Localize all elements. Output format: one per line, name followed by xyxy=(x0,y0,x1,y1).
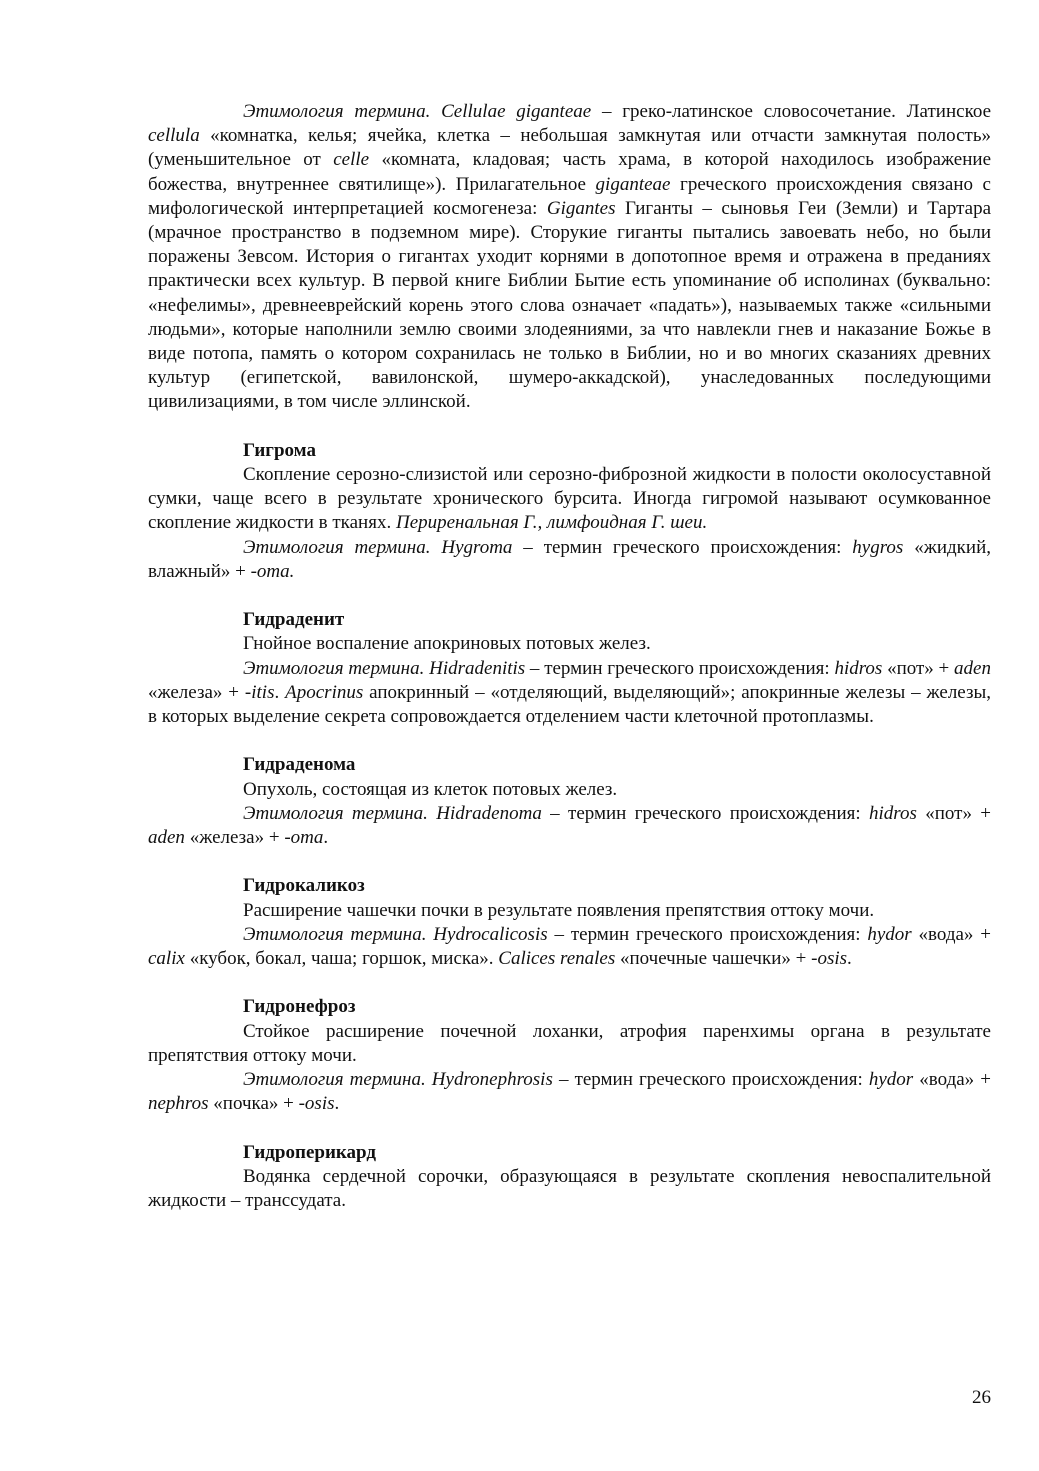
italic-text: Apocrinus xyxy=(285,681,364,703)
text-run: Стойкое расширение почечной лоханки, атрофия паренхимы органа в результате препятствия оттоку мочи. xyxy=(148,1020,991,1066)
paragraph xyxy=(148,632,991,656)
italic-text: giganteae xyxy=(595,173,671,195)
paragraph xyxy=(148,100,991,415)
text-run: Скопление серозно-слизистой или серозно-фиброзной жидкости в полости околосуставной сумки, чаще всего в результате хронического бурсита. Иногда гигромой называют осумкованное скопление жидкости в тканях. xyxy=(148,464,991,534)
paragraph xyxy=(148,536,991,584)
text-run: – термин греческого происхождения: xyxy=(525,657,835,679)
italic-text: aden xyxy=(148,827,185,849)
text-run: Расширение чашечки почки в результате появления препятствия оттоку мочи. xyxy=(243,899,875,921)
italic-text: celle xyxy=(333,149,370,171)
italic-text: calix xyxy=(148,948,185,970)
italic-text: hygros xyxy=(852,536,904,558)
page-number: 26 xyxy=(972,1387,991,1408)
italic-text: hidros xyxy=(869,802,917,824)
text-run: . xyxy=(323,827,329,849)
italic-text: Этимология термина. Hidradenoma xyxy=(243,802,542,824)
term-heading: Гидроперикард xyxy=(243,1141,376,1163)
text-run: – термин греческого происхождения: xyxy=(547,923,868,945)
paragraph xyxy=(148,778,991,802)
text-run: «вода» + xyxy=(913,1069,991,1091)
italic-text: aden xyxy=(954,657,991,679)
text-run: Опухоль, состоящая из клеток потовых желез. xyxy=(243,778,618,800)
text-run: – термин греческого происхождения: xyxy=(512,536,853,558)
text-run: «железа» + xyxy=(148,681,245,703)
italic-text: Этимология термина. Hidradenitis xyxy=(243,657,526,679)
italic-text: Этимология термина. Cellulae giganteae xyxy=(243,101,592,122)
italic-text: Этимология термина. Hydrocalicosis xyxy=(243,923,548,945)
italic-text: hydor xyxy=(867,923,912,945)
italic-text: Этимология термина. Hydronephrosis xyxy=(243,1069,553,1091)
italic-text: Calices renales xyxy=(498,948,616,970)
italic-text: -oma. xyxy=(250,560,295,582)
text-run: «жидкий, влажный» + xyxy=(148,536,991,582)
text-run: . xyxy=(334,1093,340,1115)
text-run: греческого происхождения связано с мифологической интерпретацией космогенеза: xyxy=(148,173,991,219)
text-run: «почка» + xyxy=(208,1093,299,1115)
paragraph xyxy=(148,802,991,850)
paragraph xyxy=(148,923,991,971)
italic-text: -oma xyxy=(284,827,324,849)
italic-text: nephros xyxy=(148,1093,209,1115)
italic-text: -osis xyxy=(298,1093,335,1115)
text-run: «вода» + xyxy=(911,923,992,945)
term-heading: Гигрома xyxy=(243,439,316,461)
italic-text: cellula xyxy=(148,125,200,147)
text-run: «комнатка, келья; ячейка, клетка – небольшая замкнутая или отчасти замкнутая полость» (уменьшительное от xyxy=(148,125,991,171)
paragraph xyxy=(148,899,991,923)
text-run: «железа» + xyxy=(184,827,285,849)
text-run: «пот» + xyxy=(882,657,955,679)
text-run: – термин греческого происхождения: xyxy=(552,1069,869,1091)
text-run: . xyxy=(847,948,852,970)
text-run: «комната, кладовая; часть храма, в которой находилось изображение божества, внутреннее святилище»). Прилагательное xyxy=(148,149,991,195)
text-run: Гиганты – сыновья Геи (Земли) и Тартара (мрачное пространство в подземном мире). Сторукие гиганты пытались завоевать небо, но были поражены Зевсом. История о гигантах уходит корнями в допотопное время и отражена в преданиях практически всех культур. В первой книге Библии Бытие есть упоминание об исполинах (буквально: «нефелимы», древнееврейский корень этого слова означает «падать»), называемых также «сильными людьми», которые наполнили землю своими злодеяниями, за что навлекли гнев и наказание Божье в виде потопа, память о котором сохранилась не только в Библии, но и во многих сказаниях древних культур (египетской, вавилонской, шумеро-аккадской), унаследованных последующими цивилизациями, в том числе эллинской. xyxy=(148,197,992,413)
text-run: Гнойное воспаление апокриновых потовых желез. xyxy=(243,633,651,655)
text-run: апокринный – «отделяющий, выделяющий»; апокринные железы – железы, в которых выделение секрета сопровождается отделением части клеточной протоплазмы. xyxy=(148,681,991,728)
text-run: – термин греческого происхождения: xyxy=(541,802,869,824)
paragraph xyxy=(148,1068,991,1116)
italic-text: hydor xyxy=(868,1069,914,1091)
text-run: «кубок, бокал, чаша; горшок, миска». xyxy=(184,948,499,970)
text-run: «почечные чашечки» + - xyxy=(615,948,818,970)
italic-text: osis xyxy=(817,948,848,970)
paragraph xyxy=(148,463,991,536)
text-run: – греко-латинское словосочетание. Латинское xyxy=(591,101,991,122)
term-heading: Гидраденит xyxy=(243,609,345,631)
text-run: . xyxy=(274,681,286,703)
italic-text: hidros xyxy=(834,657,883,679)
paragraph xyxy=(148,1165,991,1213)
paragraph xyxy=(148,657,991,730)
italic-text: Gigantes xyxy=(546,197,616,219)
term-heading: Гидрокаликоз xyxy=(243,875,365,897)
italic-text: Этимология термина. Hygroma xyxy=(243,536,513,558)
document-body xyxy=(148,100,991,1213)
text-run: Водянка сердечной сорочки, образующаяся в результате скопления невоспалительной жидкости – транссудата. xyxy=(148,1165,991,1212)
italic-text: Периренальная Г., лимфоидная Г. шеи. xyxy=(395,512,708,534)
italic-text: -itis xyxy=(244,681,275,703)
text-run: «пот» + xyxy=(916,802,991,824)
term-heading: Гидраденома xyxy=(243,754,356,776)
paragraph xyxy=(148,1020,991,1068)
term-heading: Гидронефроз xyxy=(243,996,356,1018)
